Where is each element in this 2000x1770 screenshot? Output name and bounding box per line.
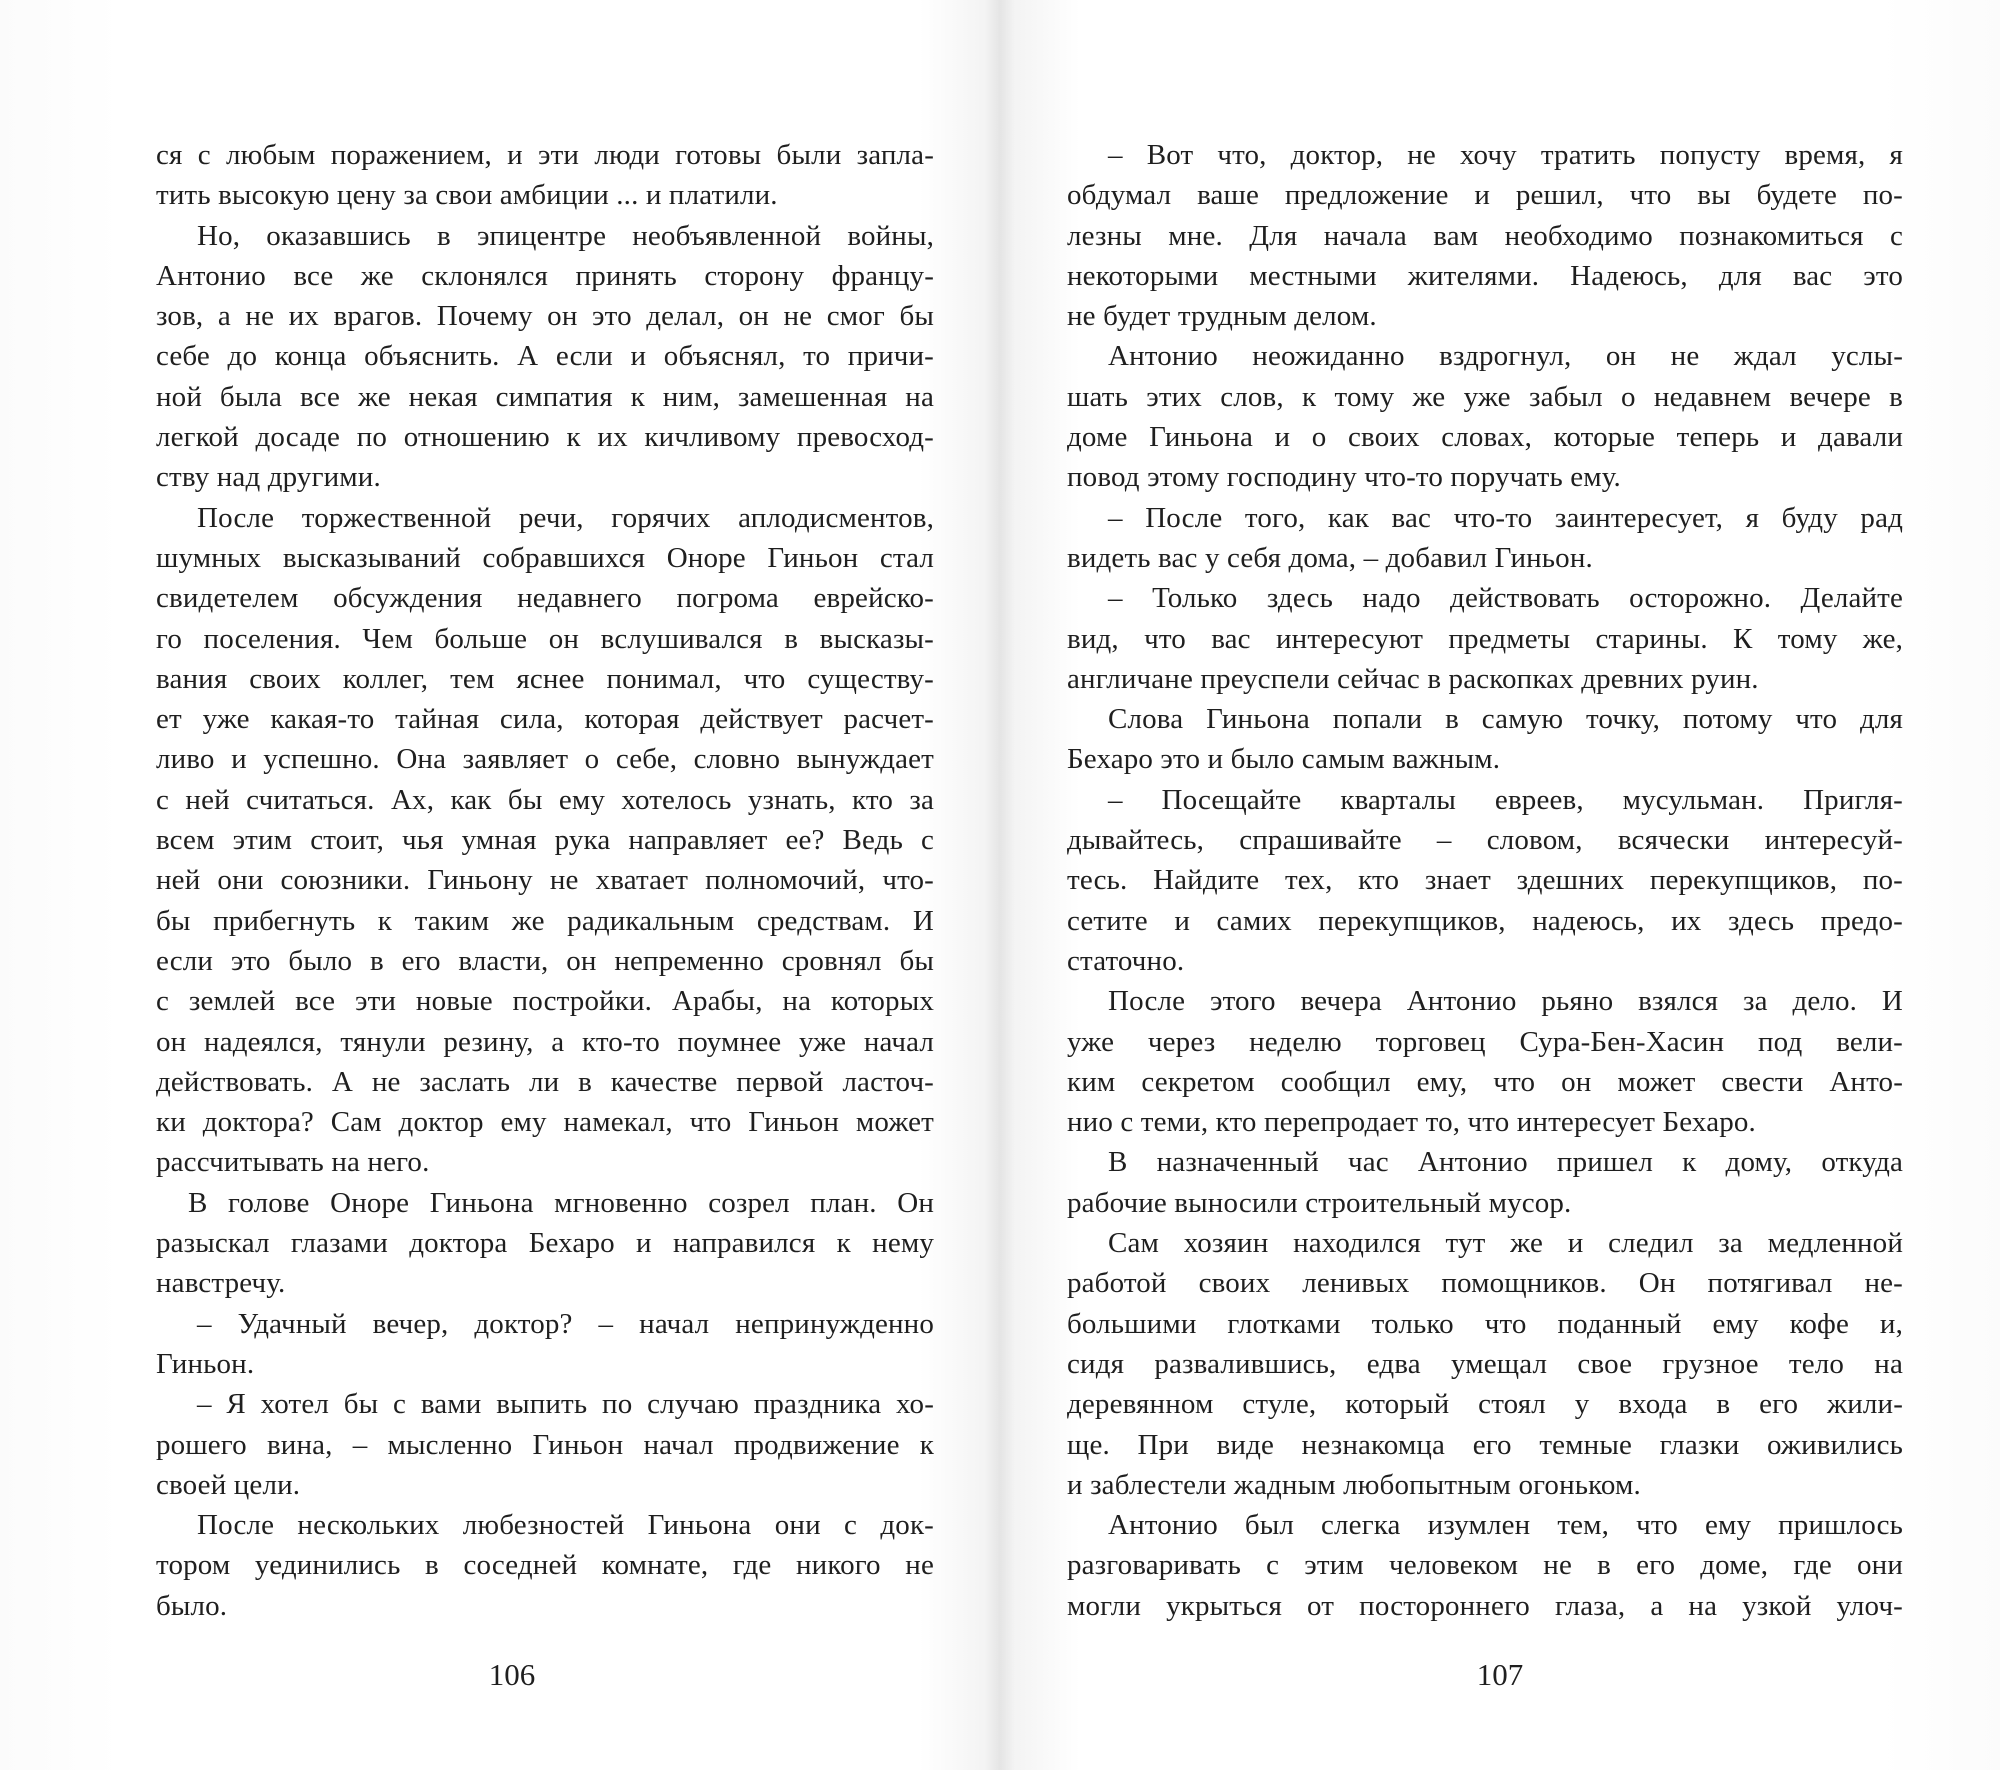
text-line: зов, а не их врагов. Почему он это делал, он не смог бы: [156, 300, 934, 333]
text-line: тить высокую цену за свои амбиции ... и платили.: [156, 179, 778, 212]
text-line: если это было в его власти, он непременно сровнял бы: [156, 944, 934, 977]
text-line: – Вот что, доктор, не хочу тратить попусту время, я: [1108, 139, 1903, 171]
text-line: нио с теми, кто перепродает то, что интересует Бехаро.: [1067, 1106, 1756, 1139]
text-line: уже через неделю торговец Сура-Бен-Хасин под вели-: [1067, 1025, 1903, 1058]
page-number-right: 107: [1476, 1657, 1524, 1692]
text-line: некоторыми местными жителями. Надеюсь, для вас это: [1067, 259, 1903, 292]
text-line: сидя развалившись, едва умещал свое грузное тело на: [1067, 1347, 1903, 1380]
text-line: с землей все эти новые постройки. Арабы, на которых: [156, 985, 934, 1018]
text-line: разыскал глазами доктора Бехаро и направился к нему: [156, 1227, 934, 1260]
text-line: ной была все же некая симпатия к ним, замешенная на: [156, 380, 934, 413]
text-line: обдумал ваше предложение и решил, что вы будете по-: [1067, 179, 1903, 212]
text-line: разговаривать с этим человеком не в его доме, где они: [1067, 1549, 1903, 1582]
text-line: было.: [156, 1589, 228, 1622]
text-line: сетите и самих перекупщиков, надеюсь, их здесь предо-: [1067, 904, 1903, 937]
text-line: навстречу.: [156, 1267, 286, 1300]
text-line: го поселения. Чем больше он вслушивался в высказы-: [156, 622, 934, 655]
text-line: англичане преуспели сейчас в раскопках древних руин.: [1067, 662, 1759, 695]
text-line: ще. При виде незнакомца его темные глазки оживились: [1067, 1428, 1903, 1461]
text-line: тесь. Найдите тех, кто знает здешних перекупщиков, по-: [1067, 864, 1903, 897]
text-line: легкой досаде по отношению к их кичливому превосход-: [156, 421, 934, 454]
book-gutter: [985, 0, 1015, 1770]
text-line: и заблестели жадным любопытным огоньком.: [1067, 1468, 1641, 1501]
text-line: В назначенный час Антонио пришел к дому, откуда: [1108, 1146, 1903, 1179]
text-line: ству над другими.: [156, 461, 381, 494]
text-line: рабочие выносили строительный мусор.: [1067, 1186, 1572, 1219]
text-line: Антонио был слегка изумлен тем, что ему пришлось: [1108, 1509, 1903, 1542]
text-line: ней они союзники. Гиньону не хватает полномочий, что-: [156, 864, 934, 897]
text-line: себе до конца объяснить. А если и объяснял, то причи-: [156, 340, 934, 373]
text-line: он надеялся, тянули резину, а кто-то поумнее уже начал: [156, 1025, 934, 1058]
text-line: ливо и успешно. Она заявляет о себе, словно вынуждает: [156, 743, 934, 776]
text-line: вид, что вас интересуют предметы старины. К тому же,: [1067, 622, 1903, 655]
text-line: – Только здесь надо действовать осторожно. Делайте: [1108, 582, 1903, 615]
text-line: – Я хотел бы с вами выпить по случаю праздника хо-: [197, 1388, 934, 1421]
text-line: вания своих коллег, тем яснее понимал, что существу-: [156, 662, 934, 695]
text-line: – Удачный вечер, доктор? – начал непринужденно: [197, 1307, 934, 1340]
text-line: деревянном стуле, который стоял у входа в его жили-: [1067, 1388, 1903, 1421]
text-line: Сам хозяин находился тут же и следил за медленной: [1108, 1227, 1903, 1260]
text-line: В голове Оноре Гиньона мгновенно созрел план. Он: [188, 1186, 934, 1219]
left-page-text: [156, 135, 934, 1626]
text-line: Антонио неожиданно вздрогнул, он не ждал услы-: [1108, 340, 1903, 373]
text-line: После торжественной речи, горячих аплодисментов,: [197, 501, 934, 534]
text-line: тором уединились в соседней комнате, где никого не: [156, 1549, 934, 1582]
text-line: видеть вас у себя дома, – добавил Гиньон.: [1067, 541, 1593, 574]
text-line: всем этим стоит, чья умная рука направляет ее? Ведь с: [156, 824, 934, 857]
text-line: – После того, как вас что-то заинтересует, я буду рад: [1108, 501, 1903, 534]
text-line: свидетелем обсуждения недавнего погрома еврейско-: [156, 582, 934, 615]
text-line: рошего вина, – мысленно Гиньон начал продвижение к: [156, 1428, 934, 1461]
text-line: После нескольких любезностей Гиньона они с док-: [197, 1509, 934, 1542]
text-line: ся с любым поражением, и эти люди готовы были запла-: [156, 139, 934, 171]
text-line: Гиньон.: [156, 1347, 255, 1380]
text-line: – Посещайте кварталы евреев, мусульман. Пригля-: [1108, 783, 1903, 816]
text-line: своей цели.: [156, 1468, 301, 1501]
text-line: действовать. А не заслать ли в качестве первой ласточ-: [156, 1065, 934, 1098]
right-page-text: [1067, 135, 1903, 1626]
text-line: большими глотками только что поданный ему кофе и,: [1067, 1307, 1903, 1340]
text-line: ки доктора? Сам доктор ему намекал, что Гиньон может: [156, 1106, 934, 1139]
text-line: бы прибегнуть к таким же радикальным средствам. И: [156, 904, 934, 937]
text-line: могли укрыться от постороннего глаза, а на узкой улоч-: [1067, 1589, 1903, 1622]
text-line: Бехаро это и было самым важным.: [1067, 743, 1501, 776]
text-line: не будет трудным делом.: [1067, 300, 1377, 333]
text-line: Антонио все же склонялся принять сторону францу-: [156, 259, 934, 292]
text-line: Слова Гиньона попали в самую точку, потому что для: [1108, 703, 1903, 736]
text-line: повод этому господину что-то поручать ему.: [1067, 461, 1621, 494]
text-line: После этого вечера Антонио рьяно взялся за дело. И: [1108, 985, 1903, 1018]
text-line: статочно.: [1067, 944, 1185, 977]
text-line: дывайтесь, спрашивайте – словом, всячески интересуй-: [1067, 824, 1903, 857]
text-line: доме Гиньона и о своих словах, которые теперь и давали: [1067, 421, 1903, 454]
text-line: шать этих слов, к тому же уже забыл о недавнем вечере в: [1067, 380, 1903, 413]
text-line: с ней считаться. Ах, как бы ему хотелось узнать, кто за: [156, 783, 934, 816]
text-line: Но, оказавшись в эпицентре необъявленной войны,: [197, 219, 934, 252]
text-line: ет уже какая-то тайная сила, которая действует расчет-: [156, 703, 934, 736]
text-line: лезны мне. Для начала вам необходимо познакомиться с: [1067, 219, 1903, 252]
text-line: рассчитывать на него.: [156, 1146, 430, 1179]
page-number-left: 106: [488, 1657, 536, 1692]
text-line: работой своих ленивых помощников. Он потягивал не-: [1067, 1267, 1903, 1300]
text-line: шумных высказываний собравшихся Оноре Гиньон стал: [156, 541, 934, 574]
text-line: ким секретом сообщил ему, что он может свести Анто-: [1067, 1065, 1903, 1098]
